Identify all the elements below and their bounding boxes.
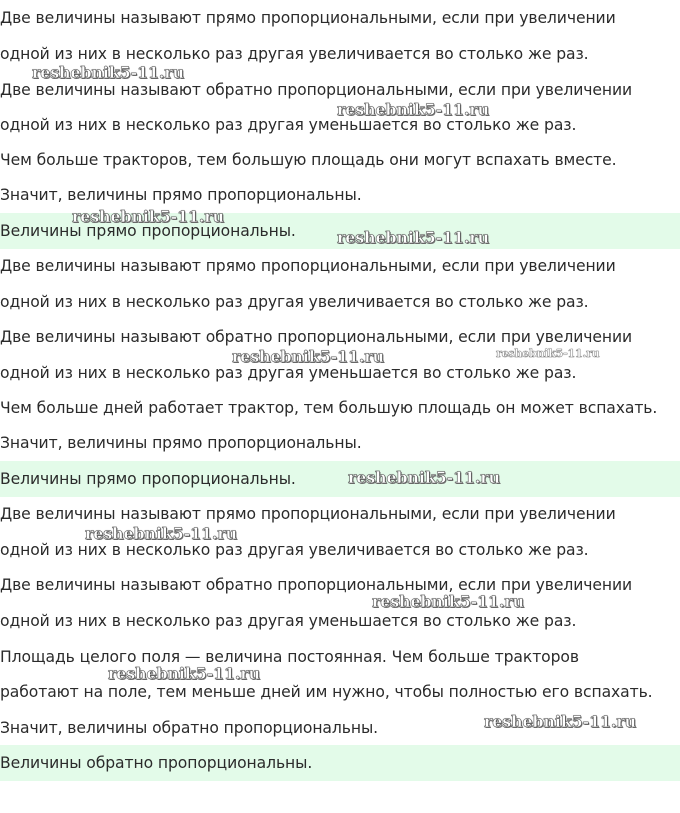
answer-text: Величины прямо пропорциональны. xyxy=(0,222,296,240)
watermark: reshebnik5-11.ru xyxy=(496,347,600,360)
paragraph-line: Две величины называют обратно пропорциональными, если при увеличении xyxy=(0,328,633,346)
paragraph-line: Две величины называют прямо пропорциональными, если при увеличении xyxy=(0,505,616,523)
paragraph-line: Чем больше дней работает трактор, тем большую площадь он может вспахать. xyxy=(0,399,658,417)
watermark: reshebnik5-11.ru xyxy=(85,524,237,543)
watermark: reshebnik5-11.ru xyxy=(72,207,224,226)
watermark: reshebnik5-11.ru xyxy=(484,712,636,731)
watermark: reshebnik5-11.ru xyxy=(32,63,184,82)
watermark: reshebnik5-11.ru xyxy=(348,468,500,487)
watermark: reshebnik5-11.ru xyxy=(337,228,489,247)
paragraph-line: Значит, величины обратно пропорциональны. xyxy=(0,719,379,737)
paragraph-line: одной из них в несколько раз другая уменьшается во столько же раз. xyxy=(0,364,577,382)
paragraph-line: Две величины называют обратно пропорциональными, если при увеличении xyxy=(0,81,633,99)
paragraph-line: одной из них в несколько раз другая уменьшается во столько же раз. xyxy=(0,116,577,134)
paragraph-line: одной из них в несколько раз другая увеличивается во столько же раз. xyxy=(0,45,589,63)
paragraph-line: Две величины называют обратно пропорциональными, если при увеличении xyxy=(0,576,633,594)
paragraph-line: Значит, величины прямо пропорциональны. xyxy=(0,434,362,452)
watermark: reshebnik5-11.ru xyxy=(372,592,524,611)
watermark: reshebnik5-11.ru xyxy=(108,664,260,683)
paragraph-line: Площадь целого поля — величина постоянная. Чем больше тракторов xyxy=(0,648,579,666)
answer-text: Величины обратно пропорциональны. xyxy=(0,754,313,772)
paragraph-line: одной из них в несколько раз другая увеличивается во столько же раз. xyxy=(0,541,589,559)
watermark: reshebnik5-11.ru xyxy=(337,100,489,119)
paragraph-line: Две величины называют прямо пропорциональными, если при увеличении xyxy=(0,9,616,27)
paragraph-line: Две величины называют прямо пропорциональными, если при увеличении xyxy=(0,257,616,275)
paragraph-line: Значит, величины прямо пропорциональны. xyxy=(0,186,362,204)
answer-block xyxy=(0,745,680,781)
watermark: reshebnik5-11.ru xyxy=(232,347,384,366)
paragraph-line: одной из них в несколько раз другая увеличивается во столько же раз. xyxy=(0,293,589,311)
paragraph-line: Чем больше тракторов, тем большую площадь они могут вспахать вместе. xyxy=(0,151,617,169)
answer-text: Величины прямо пропорциональны. xyxy=(0,470,296,488)
paragraph-line: работают на поле, тем меньше дней им нужно, чтобы полностью его вспахать. xyxy=(0,683,653,701)
paragraph-line: одной из них в несколько раз другая уменьшается во столько же раз. xyxy=(0,612,577,630)
answer-block xyxy=(0,461,680,497)
